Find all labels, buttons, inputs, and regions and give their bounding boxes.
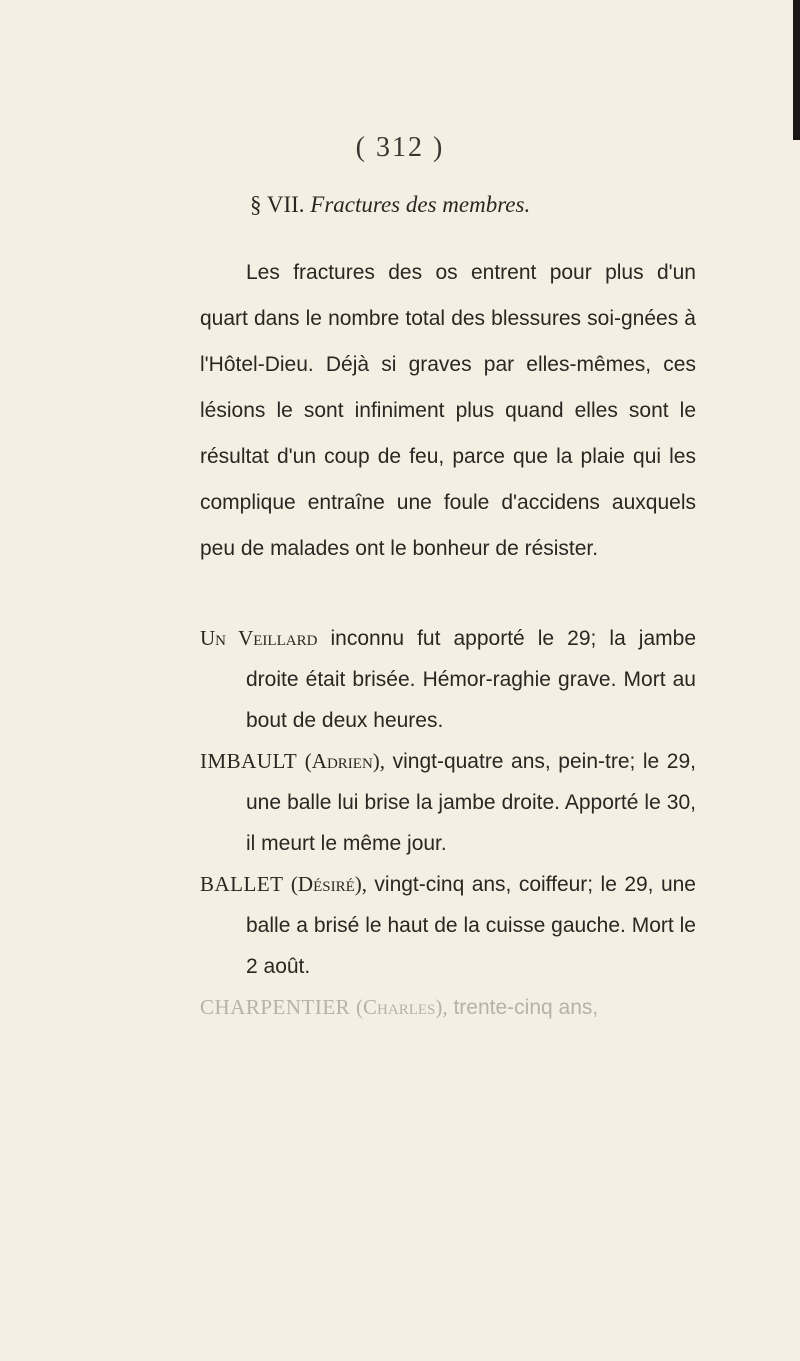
entry-text: vingt-cinq ans, coiffeur; le 29, une balle a brisé le haut de la cuisse gauche. Mort le 2 août. <box>246 873 696 978</box>
patient-entry <box>200 864 696 987</box>
patient-entry <box>200 618 696 741</box>
entry-name: CHARPENTIER <box>200 995 351 1019</box>
section-heading <box>250 192 770 218</box>
patient-entry <box>200 741 696 864</box>
entry-given-name: (Charles), <box>356 995 448 1019</box>
entry-name: IMBAULT <box>200 749 298 773</box>
intro-paragraph: Les fractures des os entrent pour plus d'un quart dans le nombre total des blessures soi-gnées à l'Hôtel-Dieu. Déjà si graves par elles-mêmes, ces lésions le sont infiniment plus quand elles sont le résultat d'un coup de feu, parce que la plaie qui les complique entraîne une foule d'accidens auxquels peu de malades ont le bonheur de résister. <box>200 261 696 560</box>
entry-text: trente-cinq ans, <box>453 996 599 1019</box>
page-edge-shadow <box>793 0 800 140</box>
page-number: ( 312 ) <box>355 132 445 163</box>
section-title: Fractures des membres. <box>310 192 531 217</box>
patient-entries <box>200 618 696 1028</box>
section-number: § VII. <box>250 192 305 217</box>
entry-given-name: (Désiré), <box>290 872 367 896</box>
entry-name: Un Veillard <box>200 626 318 650</box>
entry-name: BALLET <box>200 872 284 896</box>
entry-text: inconnu fut apporté le 29; la jambe droite était brisée. Hémor-raghie grave. Mort au bout de deux heures. <box>246 627 696 732</box>
entry-given-name: (Adrien), <box>304 749 386 773</box>
entry-text: vingt-quatre ans, pein-tre; le 29, une balle lui brise la jambe droite. Apporté le 30, il meurt le même jour. <box>246 750 696 855</box>
patient-entry <box>200 987 696 1028</box>
